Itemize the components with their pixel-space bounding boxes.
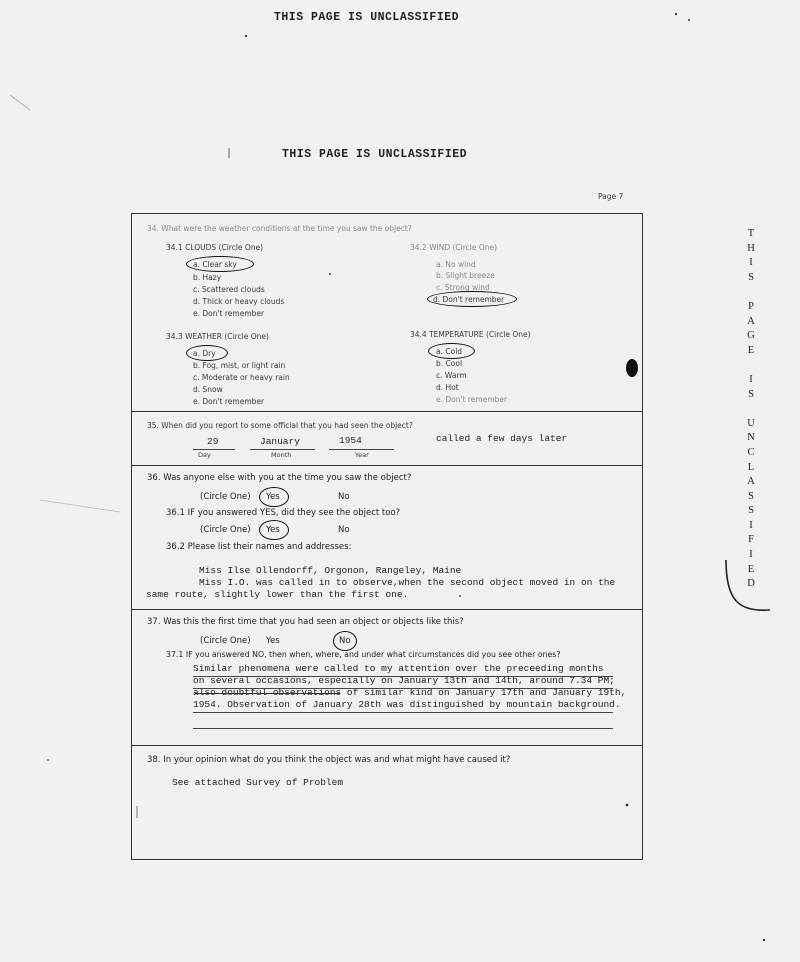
scan-streak bbox=[40, 500, 120, 512]
classification-header: THIS PAGE IS UNCLASSIFIED bbox=[282, 148, 468, 161]
q36-2-line-3: same route, slightly lower than the first one. bbox=[146, 589, 409, 600]
side-stamp-letter: I bbox=[749, 257, 753, 269]
side-stamp-letter: A bbox=[747, 476, 755, 488]
month-label: Month bbox=[271, 451, 292, 459]
temperature-option-b: b. Cool bbox=[436, 359, 463, 368]
q36-1-circle-one: (Circle One) bbox=[200, 525, 251, 535]
temperature-option-c: c. Warm bbox=[436, 371, 467, 380]
q35-month: January bbox=[260, 436, 300, 447]
q36-1-no: No bbox=[338, 525, 350, 535]
q38-answer: See attached Survey of Problem bbox=[172, 777, 344, 788]
side-stamp-letter: G bbox=[747, 330, 755, 342]
clouds-option-a: a. Clear sky bbox=[193, 260, 237, 269]
q36-question: 36. Was anyone else with you at the time you saw the object? bbox=[147, 473, 412, 483]
side-stamp-letter: I bbox=[749, 373, 753, 385]
side-stamp-letter: I bbox=[749, 549, 753, 561]
q35-note: called a few days later bbox=[436, 433, 568, 444]
q37-1-line-1: Similar phenomena were called to my attention over the preceeding months bbox=[193, 663, 604, 674]
side-stamp-letter: S bbox=[748, 388, 754, 400]
weather-option-a: a. Dry bbox=[193, 349, 216, 358]
q37-1-line-2: on several occasions, especially on January 13th and 14th, around 7.34 PM; bbox=[193, 675, 615, 686]
side-stamp-letter: T bbox=[747, 228, 755, 239]
q36-1-yes: Yes bbox=[266, 525, 280, 535]
day-label: Day bbox=[198, 451, 211, 459]
q37-yes: Yes bbox=[266, 636, 280, 646]
clouds-title: 34.1 CLOUDS (Circle One) bbox=[166, 243, 264, 252]
clouds-option-b: b. Hazy bbox=[193, 273, 222, 282]
q37-1-line-4: 1954. Observation of January 28th was distinguished by mountain background. bbox=[193, 699, 621, 710]
side-stamp-letter: U bbox=[747, 417, 755, 429]
wind-option-b: b. Slight breeze bbox=[436, 271, 495, 280]
side-stamp-letter: C bbox=[747, 446, 755, 458]
side-stamp-letter: E bbox=[747, 344, 755, 356]
q36-1-question: 36.1 IF you answered YES, did they see the object too? bbox=[166, 508, 401, 518]
q35-year: 1954 bbox=[339, 435, 362, 446]
temperature-option-e: e. Don't remember bbox=[436, 395, 508, 404]
weather-option-d: d. Snow bbox=[193, 385, 223, 394]
wind-option-a: a. No wind bbox=[436, 260, 476, 269]
q37-no: No bbox=[339, 636, 351, 646]
q36-2-question: 36.2 Please list their names and addresses: bbox=[166, 542, 352, 552]
side-stamp-letter: S bbox=[748, 271, 754, 283]
side-stamp-letter: F bbox=[748, 534, 754, 546]
q35-question: 35. When did you report to some official that you had seen the object? bbox=[147, 421, 413, 430]
ink-blot bbox=[626, 359, 638, 377]
wind-title: 34.2 WIND (Circle One) bbox=[410, 243, 498, 252]
q37-1-question: 37.1 IF you answered NO, then when, where, and under what circumstances did you see other ones? bbox=[166, 650, 561, 659]
weather-title: 34.3 WEATHER (Circle One) bbox=[166, 332, 269, 341]
q37-1-line-3: also doubtful observations of similar kind on January 17th and January 19th, bbox=[193, 687, 627, 698]
scan-streak-2 bbox=[10, 95, 30, 110]
side-stamp-letter: D bbox=[747, 578, 755, 590]
top-classification-header: THIS PAGE IS UNCLASSIFIED bbox=[274, 11, 460, 24]
side-stamp-letter: E bbox=[747, 563, 755, 575]
clouds-option-c: c. Scattered clouds bbox=[193, 285, 265, 294]
temperature-option-d: d. Hot bbox=[436, 383, 459, 392]
page-number: Page 7 bbox=[598, 192, 624, 201]
q37-question: 37. Was this the first time that you had seen an object or objects like this? bbox=[147, 617, 464, 627]
q34-question: 34. What were the weather conditions at the time you saw the object? bbox=[147, 224, 412, 233]
q36-yes: Yes bbox=[266, 492, 280, 502]
q35-day: 29 bbox=[207, 436, 219, 447]
q36-2-line-1: Miss Ilse Ollendorff, Orgonon, Rangeley, Maine bbox=[199, 565, 462, 576]
weather-option-e: e. Don't remember bbox=[193, 397, 265, 406]
weather-option-b: b. Fog, mist, or light rain bbox=[193, 361, 286, 370]
temperature-option-a: a. Cold bbox=[436, 347, 463, 356]
q36-circle-one: (Circle One) bbox=[200, 492, 251, 502]
wind-option-c: c. Strong wind bbox=[436, 283, 490, 292]
clouds-option-d: d. Thick or heavy clouds bbox=[193, 297, 285, 306]
side-stamp-letter: P bbox=[748, 300, 754, 312]
clouds-option-e: e. Don't remember bbox=[193, 309, 265, 318]
side-stamp-letter: S bbox=[748, 490, 754, 502]
wind-option-d: d. Don't remember bbox=[433, 295, 505, 304]
q36-no: No bbox=[338, 492, 350, 502]
q36-2-line-2: Miss I.O. was called in to observe,when the second object moved in on the bbox=[199, 577, 616, 588]
side-stamp-letter: A bbox=[747, 315, 755, 327]
side-stamp-letter: L bbox=[747, 461, 755, 473]
side-stamp-letter: N bbox=[747, 432, 755, 444]
side-stamp-letter: H bbox=[747, 242, 755, 254]
side-stamp-letter: S bbox=[748, 505, 754, 517]
temperature-title: 34.4 TEMPERATURE (Circle One) bbox=[410, 330, 531, 339]
year-label: Year bbox=[355, 451, 369, 459]
bracket-mark bbox=[726, 560, 770, 610]
side-stamp-letter: I bbox=[749, 519, 753, 531]
weather-option-c: c. Moderate or heavy rain bbox=[193, 373, 290, 382]
q37-circle-one: (Circle One) bbox=[200, 636, 251, 646]
q38-question: 38. In your opinion what do you think the object was and what might have caused it? bbox=[147, 755, 511, 765]
